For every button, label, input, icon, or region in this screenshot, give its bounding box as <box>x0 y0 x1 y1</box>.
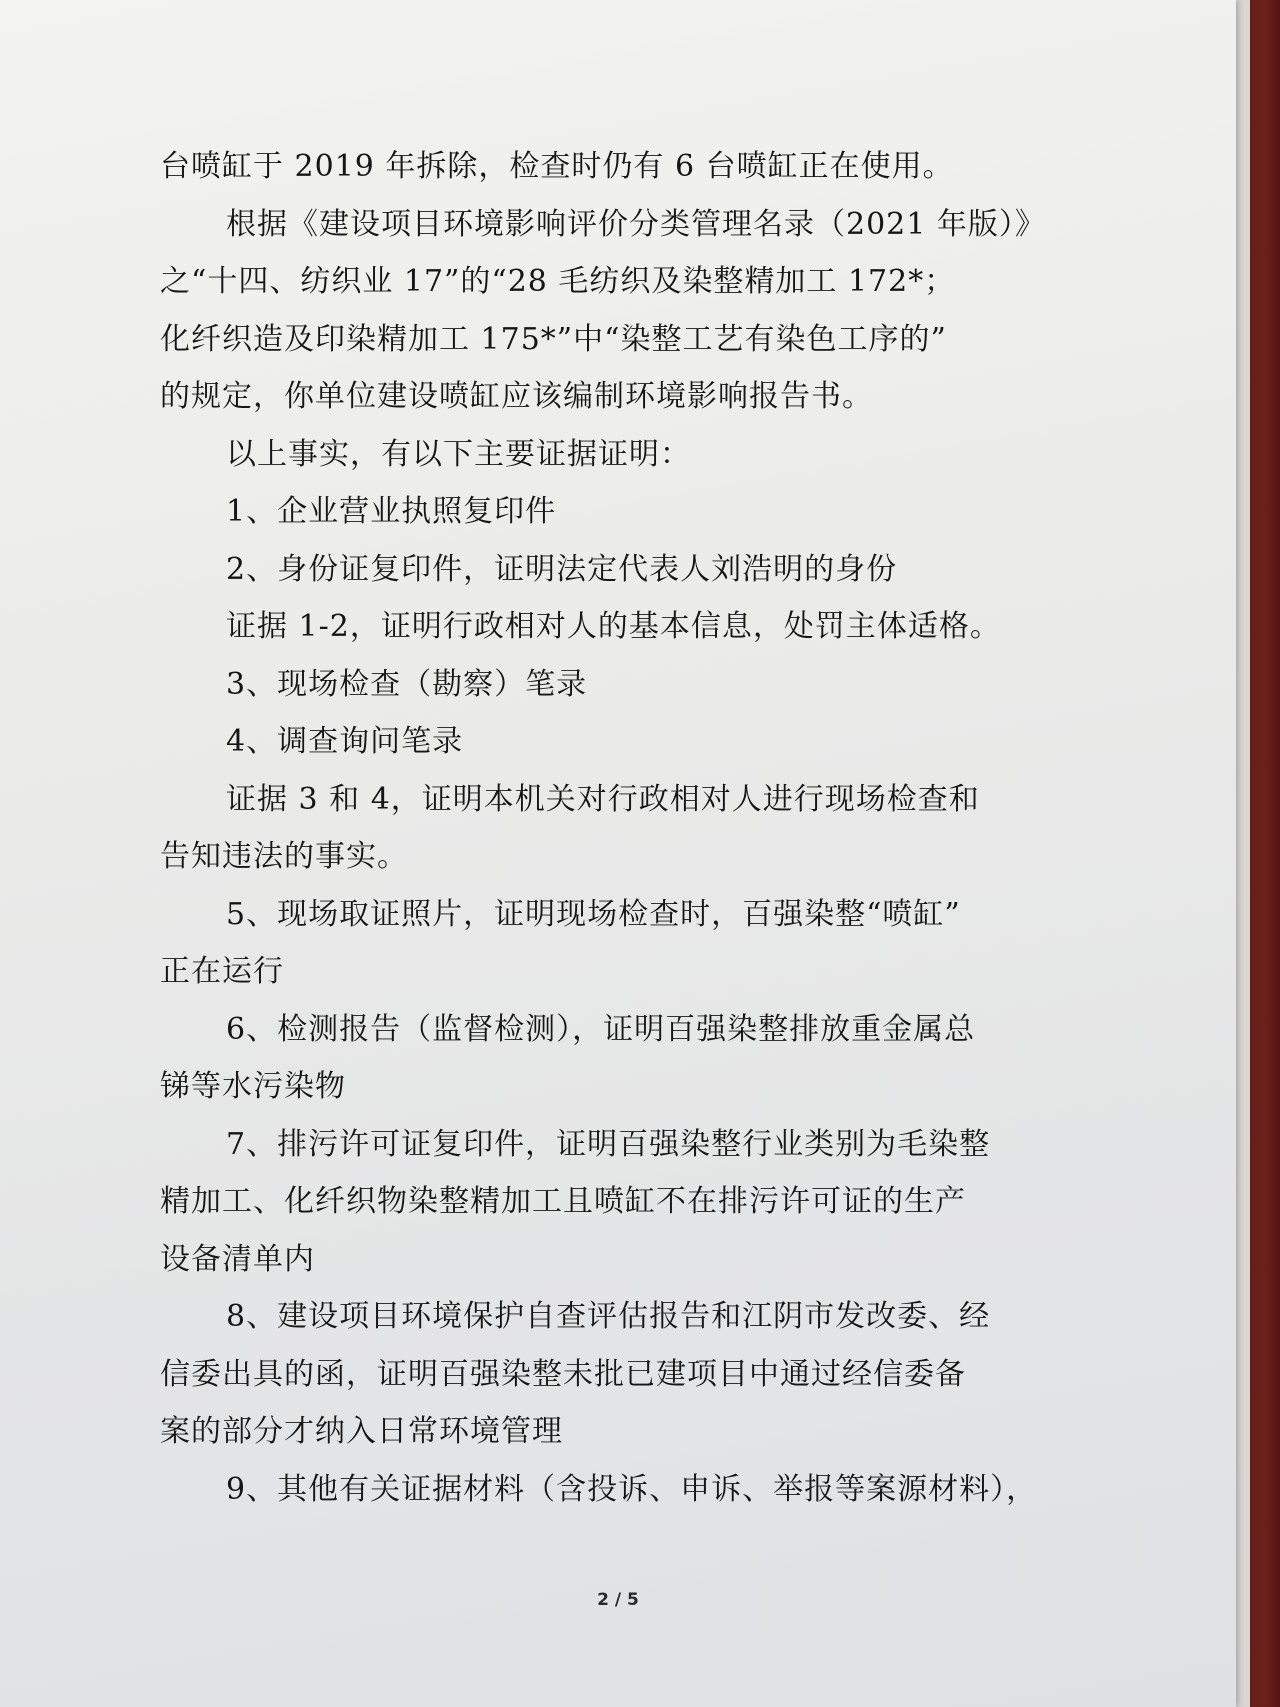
text-line: 锑等水污染物 <box>160 1069 346 1104</box>
text-line: 案的部分才纳入日常环境管理 <box>160 1414 563 1449</box>
text-line: 1、企业营业执照复印件 <box>226 494 557 529</box>
text-line: 6、检测报告（监督检测），证明百强染整排放重金属总 <box>226 1011 976 1047</box>
text-line: 设备清单内 <box>160 1241 315 1277</box>
page-number: 2 / 5 <box>597 1590 639 1610</box>
text-line: 之“十四、纺织业 17”的“28 毛纺织及染整精加工 172*； <box>160 264 956 299</box>
text-line: 证据 3 和 4，证明本机关对行政相对人进行现场检查和 <box>226 781 980 817</box>
text-line: 的规定，你单位建设喷缸应该编制环境影响报告书。 <box>160 379 873 414</box>
text-line: 5、现场取证照片，证明现场检查时，百强染整“喷缸” <box>226 896 961 932</box>
text-line: 精加工、化纤织物染整精加工且喷缸不在排污许可证的生产 <box>160 1184 966 1219</box>
text-line: 告知违法的事实。 <box>160 839 408 874</box>
text-line: 台喷缸于 2019 年拆除，检查时仍有 6 台喷缸正在使用。 <box>160 149 954 184</box>
text-line: 7、排污许可证复印件，证明百强染整行业类别为毛染整 <box>226 1126 991 1162</box>
text-line: 正在运行 <box>160 954 284 989</box>
text-line: 8、建设项目环境保护自查评估报告和江阴市发改委、经 <box>226 1299 991 1334</box>
text-line: 根据《建设项目环境影响评价分类管理名录（2021 年版）》 <box>226 206 1046 242</box>
text-line: 2、身份证复印件，证明法定代表人刘浩明的身份 <box>226 551 898 587</box>
text-line: 9、其他有关证据材料（含投诉、申诉、举报等案源材料）， <box>226 1471 1038 1507</box>
text-line: 3、现场检查（勘察）笔录 <box>226 666 588 702</box>
text-line: 以上事实，有以下主要证据证明： <box>226 436 691 472</box>
text-line: 证据 1-2，证明行政相对人的基本信息，处罚主体适格。 <box>226 609 1001 644</box>
text-line: 4、调查询问笔录 <box>226 724 464 759</box>
text-line: 信委出具的函，证明百强染整未批已建项目中通过经信委备 <box>160 1356 966 1392</box>
document-body <box>160 138 1060 1518</box>
text-line: 化纤织造及印染精加工 175*”中“染整工艺有染色工序的” <box>160 321 947 357</box>
